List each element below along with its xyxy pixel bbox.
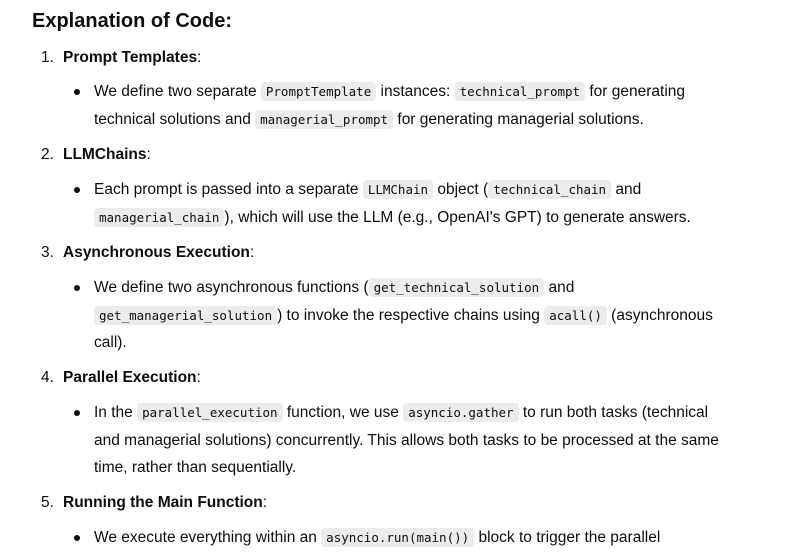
section-label (63, 48, 201, 68)
section-label (63, 145, 151, 165)
inline-code: managerial_prompt (255, 110, 393, 129)
section-label (63, 368, 201, 388)
inline-code: LLMChain (363, 180, 433, 199)
inline-code: asyncio.run(main()) (321, 528, 474, 547)
section-colon: : (196, 369, 201, 386)
paragraph-line (94, 329, 754, 357)
inline-code: managerial_chain (94, 208, 224, 227)
text-run: technical solutions and (94, 110, 256, 128)
text-run: instances: (376, 83, 455, 100)
section-title: Asynchronous Execution (63, 244, 250, 261)
section-number: 3. (41, 244, 54, 261)
section-colon: : (249, 244, 255, 261)
inline-code: PromptTemplate (261, 82, 376, 101)
paragraph-line (94, 399, 754, 427)
text-run: to run both tasks (technical (518, 404, 709, 421)
section-label (63, 493, 267, 513)
section-colon: : (197, 49, 202, 66)
inline-code: technical_chain (488, 180, 611, 199)
text-run: and (544, 279, 575, 296)
bullet-dot (74, 187, 80, 193)
section-number: 1. (41, 49, 54, 66)
section-title: Prompt Templates (63, 49, 198, 66)
inline-code: technical_prompt (455, 82, 585, 101)
bullet-paragraph (94, 524, 754, 552)
paragraph-line (94, 78, 754, 106)
paragraph-line (94, 106, 754, 134)
text-run: function, we use (282, 404, 404, 421)
paragraph-line (94, 176, 754, 204)
text-run: Each prompt is passed into a separate (94, 181, 363, 198)
text-run: and (611, 181, 642, 198)
inline-code: asyncio.gather (403, 403, 518, 422)
inline-code: parallel_execution (137, 403, 282, 422)
text-run: ) to invoke the respective chains using (277, 306, 545, 324)
bullet-dot (74, 89, 80, 95)
text-run: call). (94, 334, 127, 351)
text-run: We define two separate (94, 83, 261, 100)
paragraph-line (94, 524, 754, 552)
section-title: Parallel Execution (63, 369, 197, 386)
text-run: for generating managerial solutions. (393, 110, 644, 128)
text-run: ), which will use the LLM (e.g., OpenAI's GPT) to generate answers. (224, 208, 691, 226)
text-run: time, rather than sequentially. (94, 459, 297, 476)
text-run: block to trigger the parallel (474, 529, 661, 546)
bullet-dot (74, 410, 80, 416)
section-number: 2. (41, 146, 54, 163)
bullet-paragraph (94, 78, 754, 133)
text-run: for generating (585, 83, 686, 100)
paragraph-line (94, 302, 754, 330)
section-colon: : (262, 494, 268, 511)
section-colon: : (146, 146, 151, 163)
section-title: Running the Main Function (63, 494, 263, 511)
bullet-dot (74, 285, 80, 291)
bullet-dot (74, 535, 80, 541)
text-run: and managerial solutions) concurrently. This allows both tasks to be processed at the same (94, 431, 719, 449)
paragraph-line (94, 427, 754, 455)
paragraph-line (94, 454, 754, 482)
bullet-paragraph (94, 399, 754, 482)
text-run: In the (94, 404, 138, 421)
paragraph-line (94, 204, 754, 232)
inline-code: acall() (544, 306, 607, 325)
text-run: (asynchronous (606, 306, 713, 324)
inline-code: get_technical_solution (369, 278, 545, 297)
section-number: 5. (41, 494, 54, 511)
section-title: LLMChains (63, 146, 147, 163)
text-run: We execute everything within an (94, 529, 322, 546)
paragraph-line (94, 274, 754, 302)
inline-code: get_managerial_solution (94, 306, 277, 325)
bullet-paragraph (94, 176, 754, 231)
text-run: object ( (433, 181, 489, 198)
page-title: Explanation of Code: (32, 10, 232, 32)
bullet-paragraph (94, 274, 754, 357)
section-label (63, 243, 254, 263)
section-number: 4. (41, 369, 54, 386)
text-run: We define two asynchronous functions ( (94, 279, 369, 296)
